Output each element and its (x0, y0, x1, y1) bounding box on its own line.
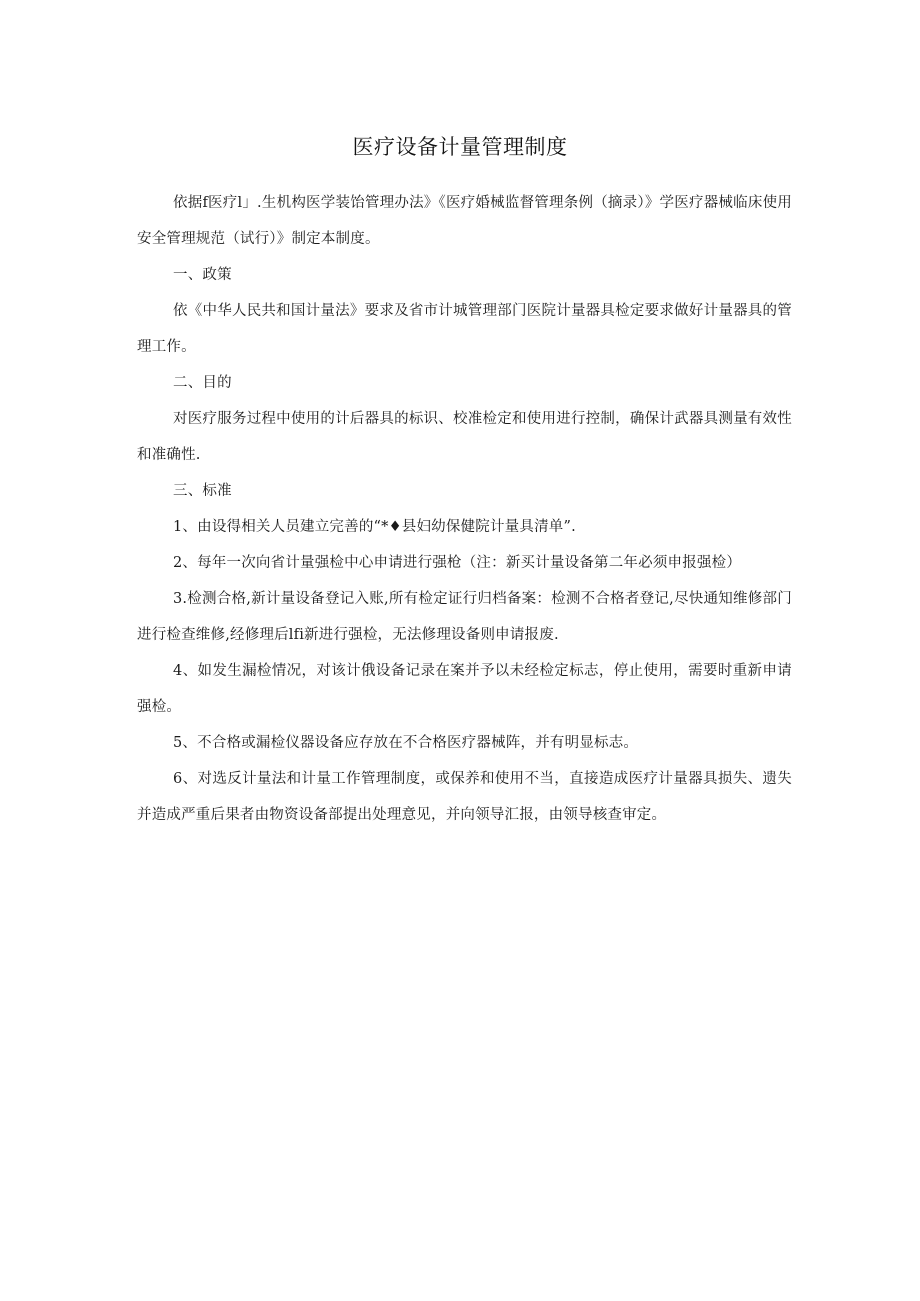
standard-item-4: 4、如发生漏检情况，对该计俄设备记录在案并予以未经检定标志，停止使用，需要时重新申请强检。 (137, 662, 792, 715)
standard-item-6: 6、对选反计量法和计量工作管理制度，或保养和使用不当，直接造成医疗计量器具损失、遗失并造成严重后果者由物资设备部提出处理意见，并向领导汇报，由领导核查审定。 (137, 770, 792, 823)
section-heading-standards: 三、标准 (173, 482, 232, 499)
purpose-paragraph: 对医疗服务过程中使用的计后器具的标识、校准检定和使用进行控制，确保计武器具测量有效性和准确性. (137, 410, 792, 463)
section-heading-policy: 一、政策 (173, 266, 232, 283)
standard-item-1: 1、由设得相关人员建立完善的“*♦县妇幼保健院计量具清单”. (173, 518, 576, 535)
standard-item-2: 2、每年一次向省计量强检中心申请进行强枪（注：新买计量设备第二年必须申报强检） (173, 554, 742, 571)
standard-item-5: 5、不合格或漏检仪器设备应存放在不合格医疗器械阵，并有明显标志。 (173, 734, 639, 751)
section-heading-purpose: 二、目的 (173, 374, 232, 391)
intro-paragraph: 依据f医疗l」.生机构医学装饴管理办法》《医疗婚械监督管理条例（摘录）》学医疗器械临床使用安全管理规范（试行）》制定本制度。 (137, 194, 792, 247)
standard-item-3: 3.检测合格,新计量设备登记入账,所有检定证行归档备案：检测不合格者登记,尽快通知维修部门进行检查维修,经修理后lfi新进行强检，无法修理设备则申请报废. (137, 590, 792, 643)
document-title: 医疗设备计量管理制度 (352, 135, 568, 159)
policy-paragraph: 依《中华人民共和国计量法》要求及省市计城管理部门医院计量器具检定要求做好计量器具的管理工作。 (137, 302, 792, 355)
